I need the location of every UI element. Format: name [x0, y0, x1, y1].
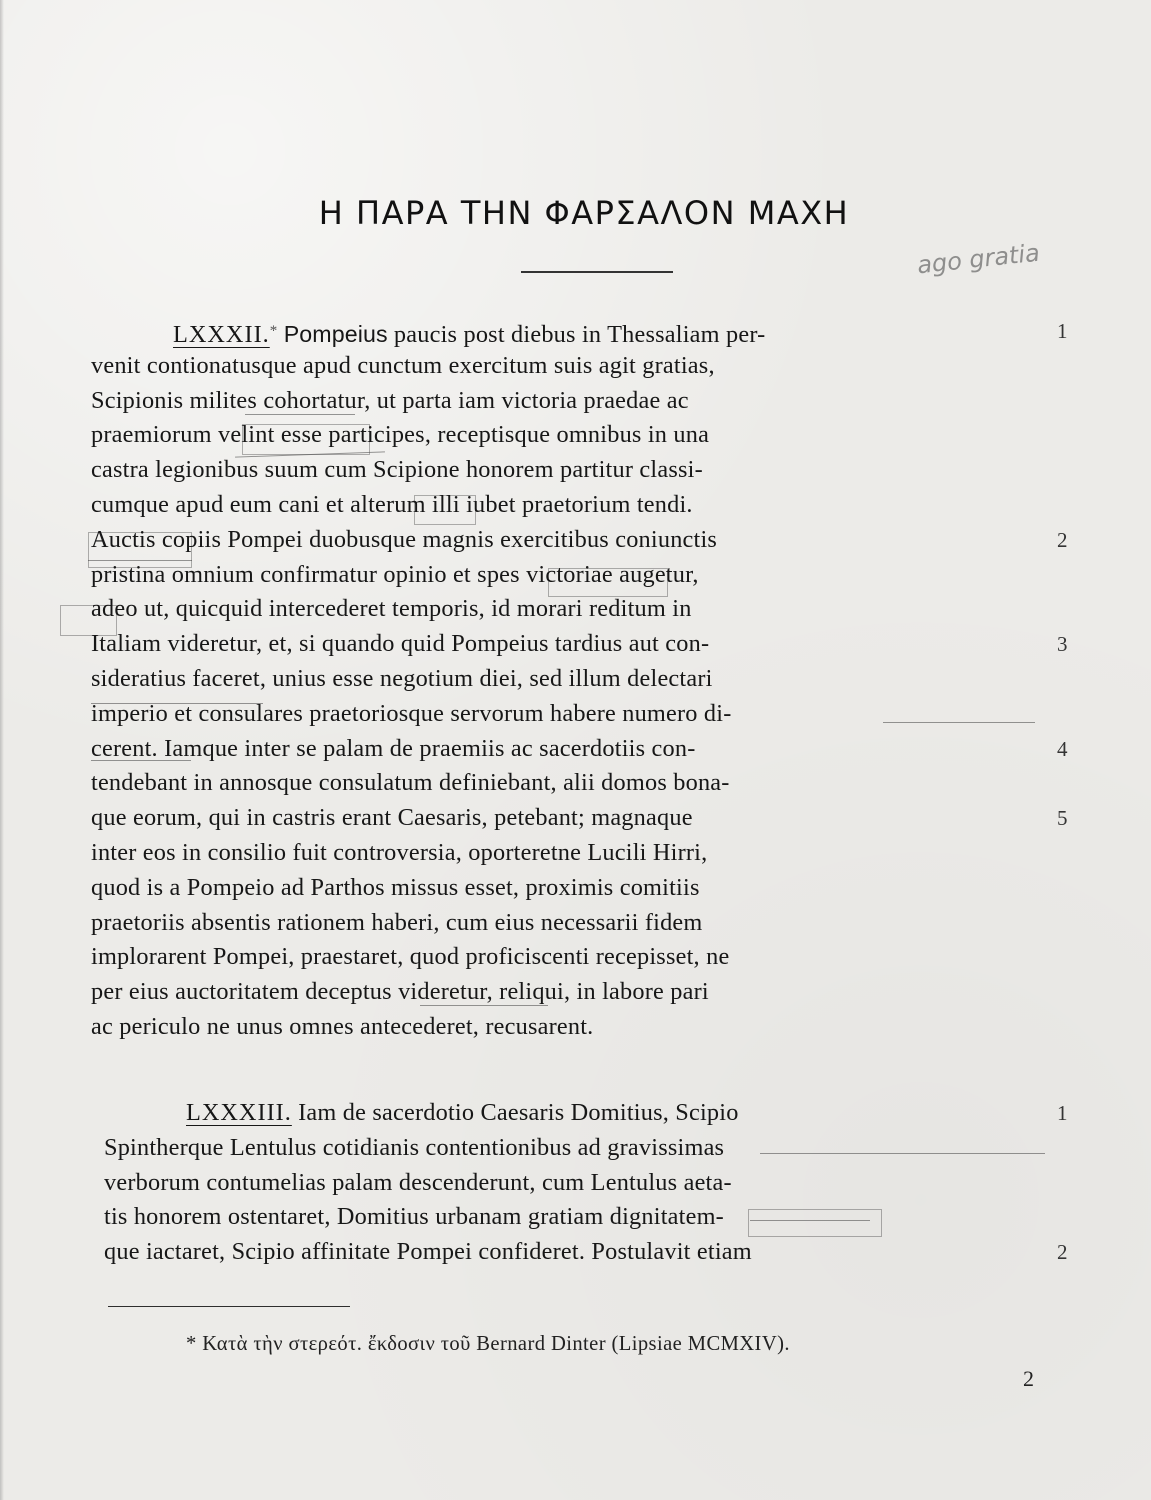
headword: Pompeius	[283, 321, 388, 347]
text-line: adeo ut, quicquid intercederet temporis, id morari reditum in	[91, 595, 692, 623]
page-title: Η ΠΑΡΑ ΤΗΝ ΦΑΡΣΑΛΟΝ ΜΑΧΗ	[318, 194, 850, 232]
text-line: praetoriis absentis rationem haberi, cum eius necessarii fidem	[91, 908, 703, 936]
chapter-82-first-line	[91, 314, 1056, 349]
text-line: cerent. Iamque inter se palam de praemiis ac sacerdotiis con-	[91, 734, 696, 762]
text-line: que eorum, qui in castris erant Caesaris, petebant; magnaque	[91, 804, 693, 832]
text-line: verborum contumelias palam descenderunt, cum Lentulus aeta-	[104, 1168, 732, 1196]
title-rule	[521, 271, 673, 273]
text-line: tis honorem ostentaret, Domitius urbanam gratiam dignitatem-	[104, 1203, 724, 1231]
text-line: que iactaret, Scipio affinitate Pompei confideret. Postulavit etiam	[104, 1238, 752, 1266]
chapter-83-paragraph	[104, 1096, 1056, 1270]
text-line: pristina omnium confirmatur opinio et spes victoriae augetur,	[91, 560, 699, 588]
text-line: Iam de sacerdotio Caesaris Domitius, Scipio	[291, 1099, 739, 1126]
page-number: 2	[1023, 1366, 1034, 1391]
footnote-marker: *	[269, 323, 278, 339]
margin-section-number: 2	[1057, 1240, 1068, 1264]
text-line: quod is a Pompeio ad Parthos missus esset, proximis comitiis	[91, 873, 700, 901]
margin-section-number: 1	[1057, 319, 1068, 343]
chapter-number: LXXXIII.	[186, 1099, 292, 1126]
text-line: Spintherque Lentulus cotidianis contentionibus ad gravissimas	[104, 1133, 725, 1161]
text-line: Italiam videretur, et, si quando quid Pompeius tardius aut con-	[91, 630, 710, 658]
margin-section-number: 5	[1057, 806, 1068, 830]
margin-section-number: 3	[1057, 632, 1068, 656]
margin-section-number: 2	[1057, 528, 1068, 552]
text-line: tendebant in annosque consulatum definiebant, alii domos bona-	[91, 769, 730, 797]
margin-section-number: 4	[1057, 737, 1068, 761]
text-line: Auctis copiis Pompei duobusque magnis exercitibus coniunctis	[91, 525, 718, 553]
text-line: castra legionibus suum cum Scipione honorem partitur classi-	[91, 456, 703, 484]
text-line: praemiorum velint esse participes, receptisque omnibus in una	[91, 421, 710, 449]
text-line: implorarent Pompei, praestaret, quod proficiscenti recepisset, ne	[91, 943, 730, 971]
text-line: imperio et consulares praetoriosque servorum habere numero di-	[91, 699, 732, 727]
chapter-number: LXXXII.	[173, 321, 270, 348]
text-line: Scipionis milites cohortatur, ut parta iam victoria praedae ac	[91, 386, 689, 414]
page-left-shadow	[0, 0, 4, 1500]
margin-section-number: 1	[1057, 1101, 1068, 1125]
chapter-82-paragraph	[91, 314, 1056, 1045]
text-line: venit contionatusque apud cunctum exercitum suis agit gratias,	[91, 351, 715, 379]
text-line: ac periculo ne unus omnes antecederet, recusarent.	[91, 1012, 594, 1040]
footnote-rule	[108, 1306, 350, 1307]
text-line: inter eos in consilio fuit controversia, oporteretne Lucili Hirri,	[91, 838, 708, 866]
footnote: * Κατὰ τὴν στερεότ. ἔκδοσιν τοῦ Bernard Dinter (Lipsiae MCMXIV).	[186, 1333, 790, 1355]
text-line: per eius auctoritatem deceptus videretur, reliqui, in labore pari	[91, 978, 709, 1006]
pencil-note-top-right: ago gratia	[915, 238, 1041, 280]
text-line: cumque apud eum cani et alterum illi iubet praetorium tendi.	[91, 490, 693, 518]
chapter-83-first-line	[104, 1096, 1056, 1131]
text-line: paucis post diebus in Thessaliam per-	[387, 321, 766, 348]
text-line: sideratius faceret, unius esse negotium diei, sed illum delectari	[91, 664, 713, 692]
